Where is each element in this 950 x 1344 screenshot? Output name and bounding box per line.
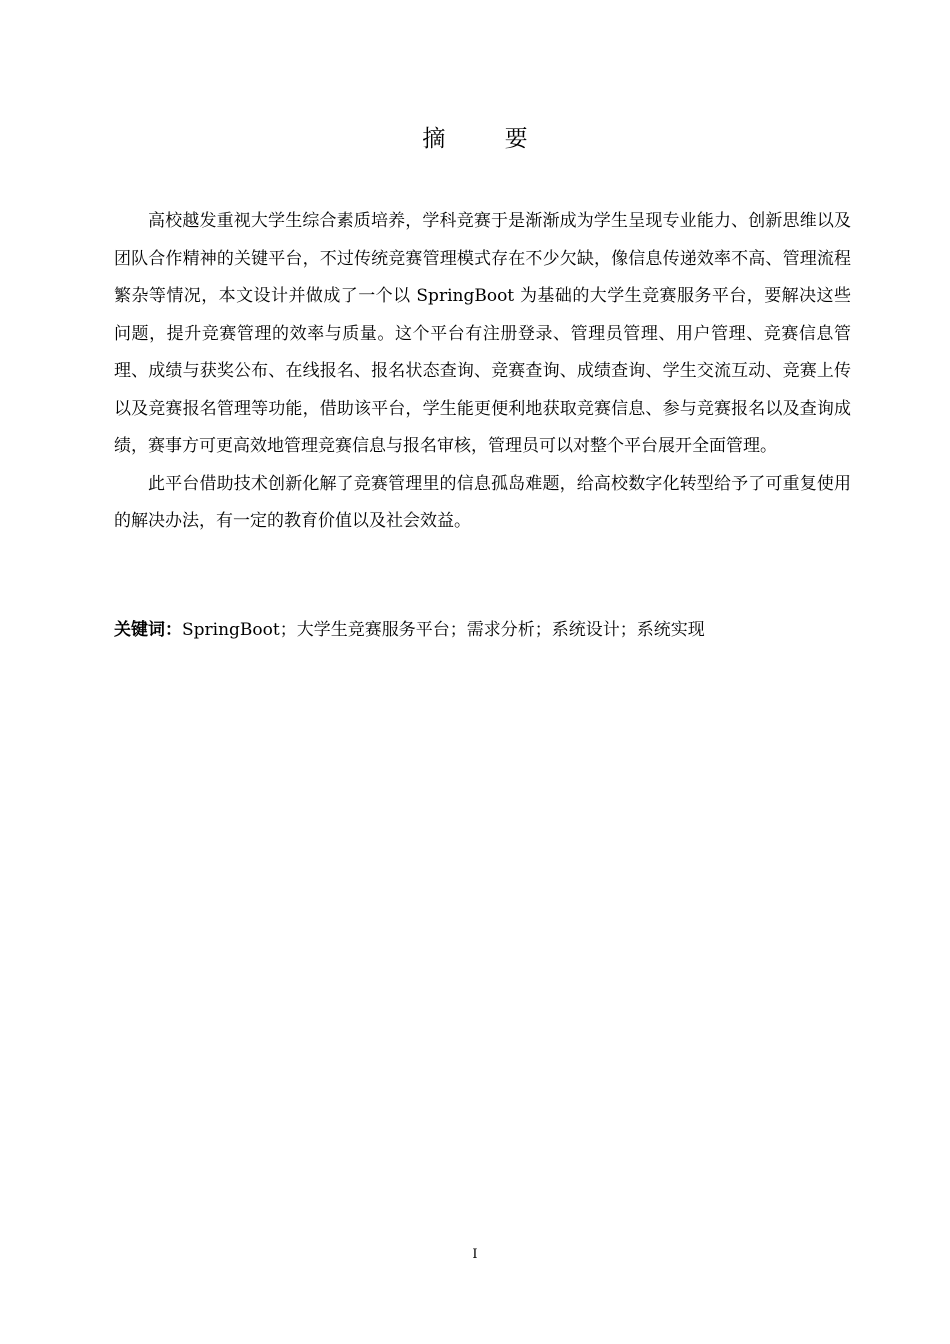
page-number: I — [472, 1247, 478, 1262]
keywords-label: 关键词： — [114, 620, 182, 640]
abstract-title: 摘 要 — [422, 126, 554, 152]
abstract-body — [114, 203, 851, 541]
keywords-text: SpringBoot；大学生竞赛服务平台；需求分析；系统设计；系统实现 — [182, 620, 705, 640]
keywords-line — [114, 613, 851, 647]
abstract-paragraph-2: 此平台借助技术创新化解了竞赛管理里的信息孤岛难题，给高校数字化转型给予了可重复使用的解决办法，有一定的教育价值以及社会效益。 — [114, 473, 851, 531]
abstract-paragraph-1: 高校越发重视大学生综合素质培养，学科竞赛于是渐渐成为学生呈现专业能力、创新思维以及团队合作精神的关键平台，不过传统竞赛管理模式存在不少欠缺，像信息传递效率不高、管理流程繁杂等情况，本文设计并做成了一个以 SpringBoot 为基础的大学生竞赛服务平台，要解决这些问题，提升竞赛管理的效率与质量。这个平台有注册登录、管理员管理、用户管理、竞赛信息管理、成绩与获奖公布、在线报名、报名状态查询、竞赛查询、成绩查询、学生交流互动、竞赛上传以及竞赛报名管理等功能，借助该平台，学生能更便利地获取竞赛信息、参与竞赛报名以及查询成绩，赛事方可更高效地管理竞赛信息与报名审核，管理员可以对整个平台展开全面管理。 — [114, 211, 851, 456]
